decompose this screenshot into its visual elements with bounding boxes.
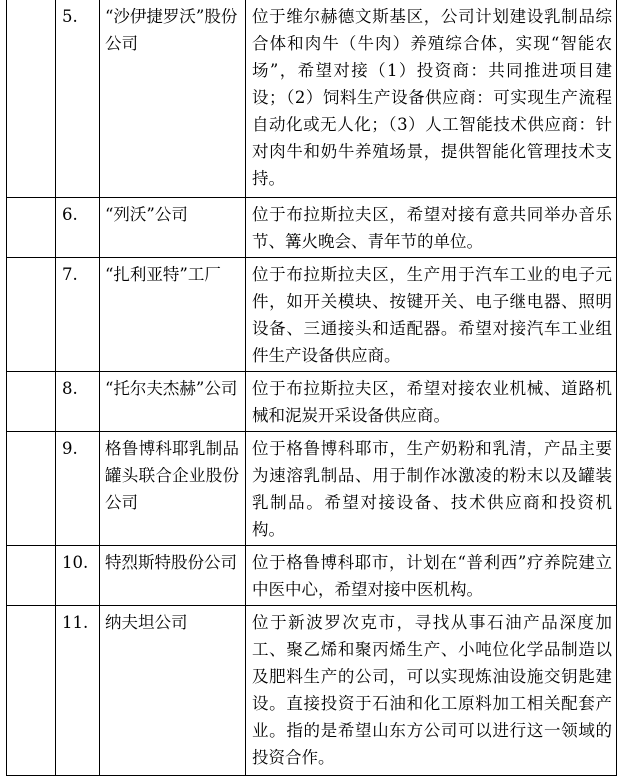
- blank-cell: [7, 0, 56, 198]
- company-description: 位于格鲁博科耶市，生产奶粉和乳清，产品主要为速溶乳制品、用于制作冰激凌的粉末以及罐装乳制品。希望对接设备、技术供应商和投资机构。: [246, 432, 617, 546]
- company-description: 位于布拉斯拉夫区，希望对接农业机械、道路机械和泥炭开采设备供应商。: [246, 372, 617, 432]
- company-description: 位于格鲁博科耶市，计划在“普利西”疗养院建立中医中心，希望对接中医机构。: [246, 546, 617, 606]
- company-name: “沙伊捷罗沃”股份公司: [100, 0, 246, 198]
- row-number: 8.: [56, 372, 100, 432]
- table-row: [7, 432, 617, 546]
- blank-cell: [7, 198, 56, 258]
- table-row: [7, 258, 617, 372]
- row-number: 11.: [56, 606, 100, 776]
- table-row: [7, 372, 617, 432]
- table-row: [7, 606, 617, 776]
- row-number: 5.: [56, 0, 100, 198]
- row-number: 10.: [56, 546, 100, 606]
- table-row: [7, 0, 617, 198]
- row-number: 6.: [56, 198, 100, 258]
- row-number: 7.: [56, 258, 100, 372]
- blank-cell: [7, 546, 56, 606]
- company-name: “托尔夫杰赫”公司: [100, 372, 246, 432]
- blank-cell: [7, 432, 56, 546]
- row-number: 9.: [56, 432, 100, 546]
- company-name: “扎利亚特”工厂: [100, 258, 246, 372]
- company-name: 纳夫坦公司: [100, 606, 246, 776]
- company-description: 位于新波罗次克市，寻找从事石油产品深度加工、聚乙烯和聚丙烯生产、小吨位化学品制造以及肥料生产的公司，可以实现炼油设施交钥匙建设。直接投资于石油和化工原料加工相关配套产业。指的是希望山东方公司可以进行这一领域的投资合作。: [246, 606, 617, 776]
- blank-cell: [7, 606, 56, 776]
- company-name: “列沃”公司: [100, 198, 246, 258]
- company-table: [6, 0, 617, 776]
- company-name: 格鲁博科耶乳制品罐头联合企业股份公司: [100, 432, 246, 546]
- company-name: 特烈斯特股份公司: [100, 546, 246, 606]
- company-description: 位于维尔赫德文斯基区，公司计划建设乳制品综合体和肉牛（牛肉）养殖综合体，实现“智能农场”，希望对接（1）投资商：共同推进项目建设；（2）饲料生产设备供应商：可实现生产流程自动化或无人化；（3）人工智能技术供应商：针对肉牛和奶牛养殖场景，提供智能化管理技术支持。: [246, 0, 617, 198]
- table-row: [7, 198, 617, 258]
- company-description: 位于布拉斯拉夫区，希望对接有意共同举办音乐节、篝火晚会、青年节的单位。: [246, 198, 617, 258]
- table-row: [7, 546, 617, 606]
- blank-cell: [7, 372, 56, 432]
- blank-cell: [7, 258, 56, 372]
- company-description: 位于布拉斯拉夫区，生产用于汽车工业的电子元件，如开关模块、按键开关、电子继电器、照明设备、三通接头和适配器。希望对接汽车工业组件生产设备供应商。: [246, 258, 617, 372]
